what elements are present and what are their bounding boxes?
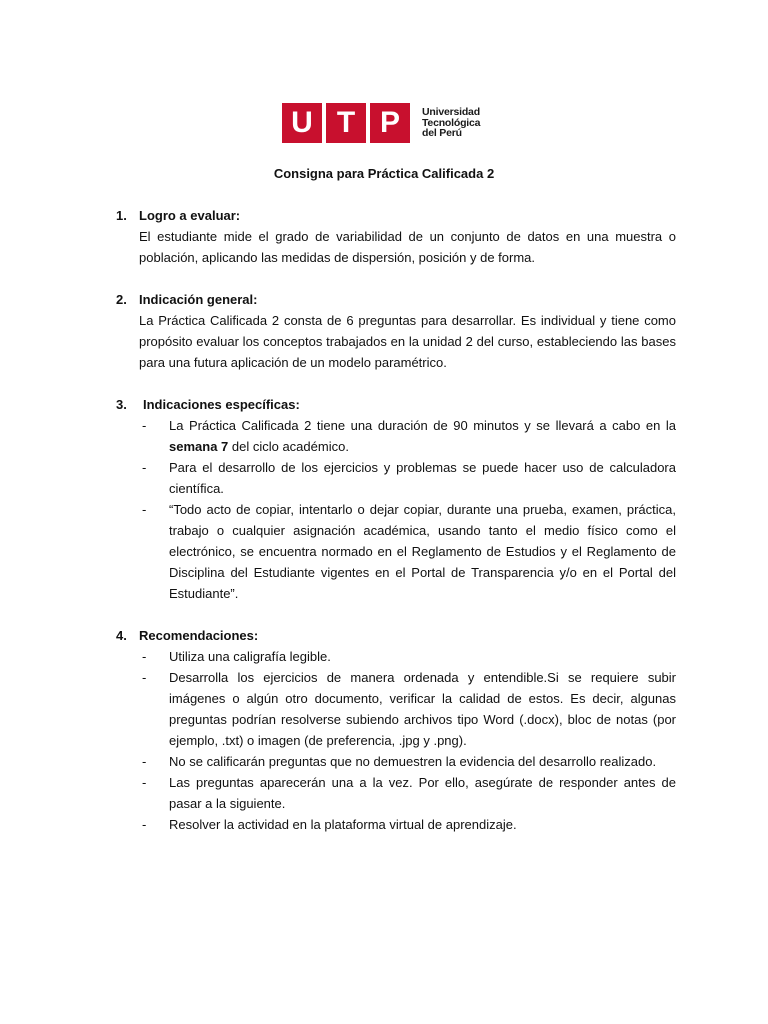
list-item (116, 499, 676, 604)
section-heading (116, 625, 676, 646)
section-heading-text: Indicaciones específicas: (143, 397, 300, 412)
list-item-text: “Todo acto de copiar, intentarlo o dejar copiar, durante una prueba, examen, práctica, trabajo o cualquier asignación académica, usando tanto el medio físico como el electrónico, se encuentra normado en el Reglamento de Estudios y el Reglamento de Disciplina del Estudiante vigentes en el Portal de Transparencia y/o en el Portal del Estudiante”. (169, 502, 676, 601)
logo-line-1: Universidad (422, 106, 480, 119)
list-dash: - (142, 502, 147, 517)
utp-logo (282, 103, 480, 143)
list-item (116, 667, 676, 751)
section-logro (116, 205, 676, 268)
logo-letter-t: T (326, 103, 366, 143)
section-heading-text: Logro a evaluar: (139, 208, 241, 223)
section-heading (116, 205, 676, 226)
list-item (116, 772, 676, 814)
list-item-text: Resolver la actividad en la plataforma virtual de aprendizaje. (169, 817, 517, 832)
section-indicaciones-especificas (116, 394, 676, 604)
logo-wordmark (422, 107, 480, 139)
list-dash: - (142, 817, 147, 832)
document-title: Consigna para Práctica Calificada 2 (273, 166, 495, 181)
logo-letter-p: P (370, 103, 410, 143)
logo-letters (282, 103, 414, 143)
recommendations-list (116, 646, 676, 835)
list-dash: - (142, 775, 147, 790)
list-dash: - (142, 460, 147, 475)
list-item (116, 415, 676, 457)
item-text-bold: semana 7 (169, 439, 229, 454)
specific-indications-list (116, 415, 676, 604)
section-number: 2. (116, 292, 127, 307)
list-item-text: Desarrolla los ejercicios de manera ordenada y entendible.Si se requiere subir imágenes o algún otro documento, verificar la calidad de estos. Es decir, algunas preguntas podrían resolverse subiendo archivos tipo Word (.docx), bloc de notas (por ejemplo, .txt) o imagen (de preferencia, .jpg y .png). (169, 670, 676, 748)
section-indicacion-general (116, 289, 676, 373)
logo-line-3: del Perú (422, 127, 462, 140)
list-item (116, 751, 676, 772)
list-item (116, 646, 676, 667)
section-heading (116, 394, 676, 415)
section-heading-text: Indicación general: (139, 292, 258, 307)
list-item-text: No se calificarán preguntas que no demuestren la evidencia del desarrollo realizado. (169, 754, 657, 769)
list-dash: - (142, 418, 147, 433)
logo-line-2: Tecnológica (422, 116, 481, 129)
section-heading-text: Recomendaciones: (139, 628, 259, 643)
section-body: La Práctica Calificada 2 consta de 6 preguntas para desarrollar. Es individual y tiene como propósito evaluar los conceptos trabajados en la unidad 2 del curso, estableciendo las bases para una futura aplicación de un modelo paramétrico. (139, 313, 676, 370)
item-text-after: del ciclo académico. (228, 439, 349, 454)
section-heading (116, 289, 676, 310)
list-item-text: Utiliza una caligrafía legible. (169, 649, 331, 664)
list-item-text: Las preguntas aparecerán una a la vez. Por ello, asegúrate de responder antes de pasar a la siguiente. (169, 775, 676, 811)
section-body: El estudiante mide el grado de variabilidad de un conjunto de datos en una muestra o población, aplicando las medidas de dispersión, posición y de forma. (139, 229, 676, 265)
section-number: 3. (116, 397, 127, 412)
list-item-text (169, 415, 676, 457)
list-dash: - (142, 670, 147, 685)
list-dash: - (142, 754, 147, 769)
list-item (116, 457, 676, 499)
list-dash: - (142, 649, 147, 664)
logo-letter-u: U (282, 103, 322, 143)
list-item (116, 814, 676, 835)
section-number: 4. (116, 628, 127, 643)
item-text-before: La Práctica Calificada 2 tiene una duración de 90 minutos y se llevará a cabo en la (169, 418, 676, 433)
list-item-text: Para el desarrollo de los ejercicios y problemas se puede hacer uso de calculadora científica. (169, 460, 676, 496)
section-recomendaciones (116, 625, 676, 835)
section-number: 1. (116, 208, 127, 223)
